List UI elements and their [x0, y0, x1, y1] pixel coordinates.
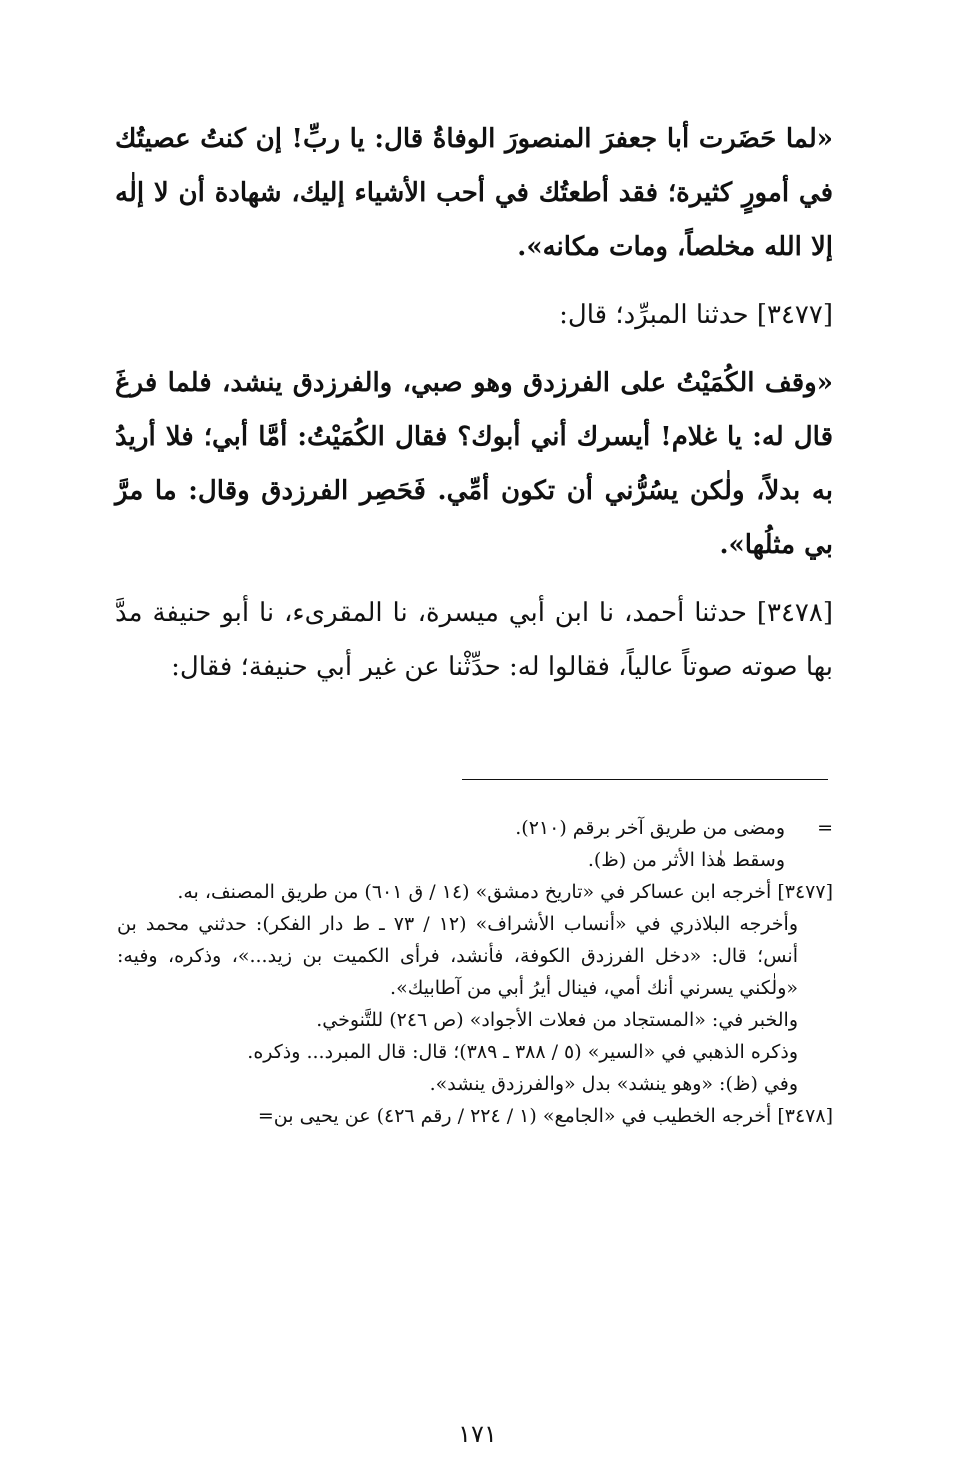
quote-al-mansur: «لما حَضَرت أبا جعفرَ المنصورَ الوفاةُ قال: يا ربِّ! إن كنتُ عصيتُك في أمورٍ كثيرة؛ فقد أطعتُك في أحب الأشياء إليك، شهادة أن لا إلٰه إلا الله مخلصاً، ومات مكانه». — [115, 124, 833, 262]
continuation-mark: = — [817, 817, 833, 839]
footnote-divider — [462, 779, 828, 780]
footnote-3477: [٣٤٧٧] أخرجه ابن عساكر في «تاريخ دمشق» (١٤ / ق ٦٠١) من طريق المصنف، به. — [177, 881, 833, 903]
hadith-3477-chain: [٣٤٧٧] حدثنا المبرِّد؛ قال: — [559, 300, 833, 330]
footnote-line: وفي (ظ): «وهو ينشد» بدل «والفرزدق ينشد». — [429, 1073, 798, 1095]
page-number: ١٧١ — [458, 1420, 497, 1448]
footnotes — [117, 812, 833, 1132]
quote-kumait-farazdaq: «وقف الكُمَيْتُ على الفرزدق وهو صبي، والفرزدق ينشد، فلما فرغَ قال له: يا غلام! أيسرك أني أبوك؟ فقال الكُمَيْتُ: أمَّا أبي؛ فلا أريدُ به بدلاً، ولٰكن يسُرُّني أن تكون أمِّي. فَحَصِر الفرزدق وقال: ما مرَّ بي مثلُها». — [115, 368, 833, 560]
footnote-line: وأخرجه البلاذري في «أنساب الأشراف» (١٢ / ٧٣ ـ ط دار الفكر): حدثني محمد بن أنس؛ قال: «دخل الفرزدق الكوفة، فأنشد، فرأى الكميت بن زيد...»، وذكره، وفيه: «ولٰكني يسرني أنك أمي، فينال أيرُ أبي من آطابيك». — [117, 913, 798, 999]
footnote-text: ومضى من طريق آخر برقم (٢١٠). — [515, 817, 785, 839]
hadith-3478-chain: [٣٤٧٨] حدثنا أحمد، نا ابن أبي ميسرة، نا المقرىء، نا أبو حنيفة مدَّ بها صوته صوتاً عالياً، فقالوا له: حدِّثْنا عن غير أبي حنيفة؛ فقال: — [115, 598, 833, 682]
footnote-3478: [٣٤٧٨] أخرجه الخطيب في «الجامع» (١ / ٢٢٤ / رقم ٤٢٦) عن يحيى بن= — [257, 1105, 833, 1127]
footnote-line: والخبر في: «المستجاد من فعلات الأجواد» (ص ٢٤٦) للتَّنوخي. — [316, 1009, 798, 1031]
footnote-line — [117, 812, 833, 844]
main-text — [115, 112, 833, 708]
footnote-line: وذكره الذهبي في «السير» (٥ / ٣٨٨ ـ ٣٨٩)؛ قال: قال المبرد... وذكره. — [247, 1041, 798, 1063]
footnote-line: وسقط هٰذا الأثر من (ظ). — [587, 849, 785, 871]
